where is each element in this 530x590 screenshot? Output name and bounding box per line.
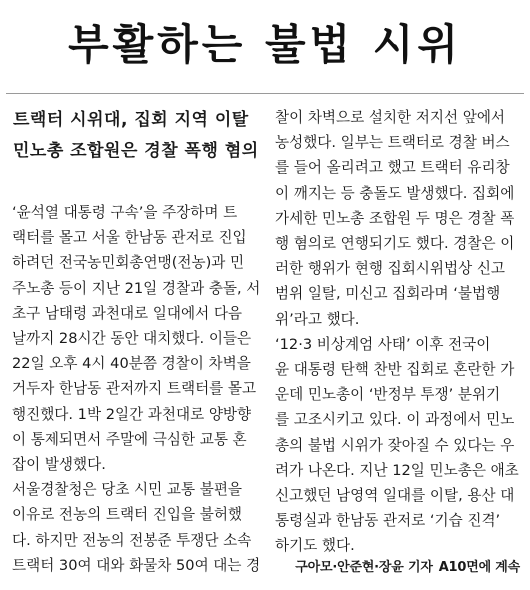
subheadline bbox=[12, 105, 262, 167]
text-line: ‘12·3 비상계엄 사태’ 이후 전국이 bbox=[275, 335, 491, 353]
text-line: 신고했던 남영역 일대를 이탈, 용산 대 bbox=[275, 487, 515, 505]
text-line: 범위 일탈, 미신고 집회라며 ‘불법행 bbox=[275, 285, 501, 303]
text-line: 주노총 등이 지난 21일 경찰과 충돌, 서 bbox=[12, 279, 261, 297]
subheadline-line-2: 민노총 조합원은 경찰 폭행 혐의 bbox=[13, 141, 259, 161]
text-line: 행 혐의로 연행되기도 했다. 경찰은 이 bbox=[275, 235, 515, 253]
text-line: 랙터를 몰고 서울 한남동 관저로 진입 bbox=[12, 229, 247, 247]
text-line: 하기도 했다. bbox=[275, 537, 355, 555]
text-line: 운데 민노총이 ‘반정부 투쟁’ 분위기 bbox=[275, 386, 501, 404]
text-line: 이 통제되면서 주말에 극심한 교통 혼 bbox=[12, 430, 247, 448]
text-line: 다. 하지만 전농의 전봉준 투쟁단 소속 bbox=[12, 531, 252, 549]
text-line: 가세한 민노총 조합원 두 명은 경찰 폭 bbox=[275, 209, 515, 227]
text-line: ‘윤석열 대통령 구속’을 주장하며 트 bbox=[12, 204, 238, 221]
text-line: 행진했다. 1박 2일간 과천대로 양방향 bbox=[12, 405, 252, 423]
right-column bbox=[275, 105, 522, 559]
text-line: 잡이 발생했다. bbox=[12, 456, 106, 474]
text-line: 날까지 28시간 동안 대치했다. 이들은 bbox=[12, 330, 252, 348]
left-column-body bbox=[12, 200, 262, 578]
right-column-body bbox=[275, 105, 522, 559]
text-line: 윤 대통령 탄핵 찬반 집회로 혼란한 가 bbox=[275, 361, 515, 379]
subheadline-line-1: 트랙터 시위대, 집회 지역 이탈 bbox=[13, 110, 249, 130]
text-line: 총의 불법 시위가 잦아질 수 있다는 우 bbox=[275, 436, 515, 454]
text-line: 하려던 전국농민회총연맹(전농)과 민 bbox=[12, 254, 245, 272]
text-line: 이 깨지는 등 충돌도 발생했다. 집회에 bbox=[275, 184, 515, 202]
byline-reporters: 구아모·안준현·장윤 기자 bbox=[295, 560, 433, 575]
text-line: 위’라고 했다. bbox=[275, 310, 360, 328]
text-line: 려가 나온다. 지난 12일 민노총은 애초 bbox=[275, 461, 519, 479]
divider bbox=[6, 93, 524, 94]
spacer bbox=[12, 167, 262, 200]
text-line: 를 고조시키고 있다. 이 과정에서 민노 bbox=[275, 411, 515, 429]
text-line: 이유로 전농의 트랙터 진입을 불허했 bbox=[12, 506, 243, 524]
left-column bbox=[12, 105, 262, 578]
text-line: 서울경찰청은 당초 시민 교통 불편을 bbox=[12, 481, 243, 499]
text-line: 거두자 한남동 관저까지 트랙터를 몰고 bbox=[12, 380, 257, 398]
byline bbox=[295, 556, 520, 575]
text-line: 트랙터 30여 대와 화물차 50여 대는 경 bbox=[12, 556, 261, 574]
text-line: 찰이 차벽으로 설치한 저지선 앞에서 bbox=[275, 109, 506, 126]
headline: 부활하는 불법 시위 bbox=[68, 20, 462, 69]
text-line: 22일 오후 4시 40분쯤 경찰이 차벽을 bbox=[12, 355, 251, 373]
byline-continued: A10면에 계속 bbox=[438, 560, 520, 575]
text-line: 통령실과 한남동 관저로 ‘기습 진격’ bbox=[275, 512, 501, 530]
text-line: 를 들어 올리려고 했고 트랙터 유리창 bbox=[275, 159, 510, 177]
text-line: 러한 행위가 현행 집회시위법상 신고 bbox=[275, 260, 506, 278]
text-line: 농성했다. 일부는 트랙터로 경찰 버스 bbox=[275, 134, 510, 152]
text-line: 초구 남태령 과천대로 일대에서 다음 bbox=[12, 304, 243, 322]
